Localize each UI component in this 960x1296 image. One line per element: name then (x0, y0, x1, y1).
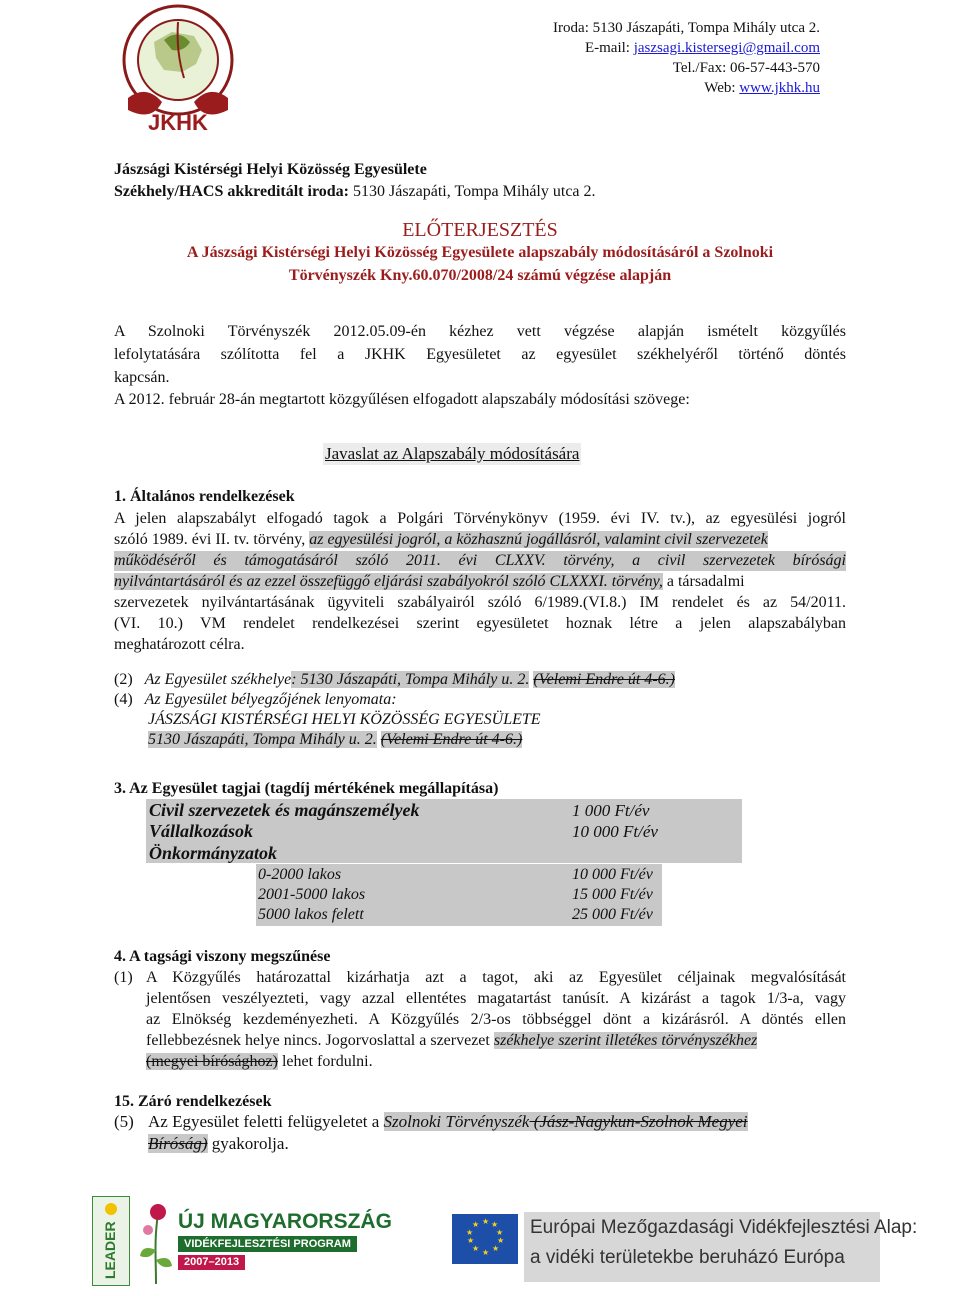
svg-text:★: ★ (467, 1236, 475, 1245)
section-4-line-4: fellebbezésnek helye nincs. Jogorvoslattal a szervezet székhelye szerint illetékes törvényszékhez (146, 1032, 758, 1049)
office-address: Iroda: 5130 Jászapáti, Tompa Mihály utca 2. (553, 20, 820, 36)
fee-subrow-label: 5000 lakos felett (258, 906, 364, 923)
svg-text:★: ★ (472, 1220, 480, 1229)
section-1-line-4: nyilvántartásáról és az ezzel összefüggő eljárási szabályokról szóló CLXXXI. törvény, a társadalmi (114, 573, 745, 590)
program-flower-icon (136, 1200, 176, 1284)
paragraph-2-seat: (2) Az Egyesület székhelye: 5130 Jászapáti, Tompa Mihály u. 2. (Velemi Endre út 4-6.) (114, 671, 675, 688)
eu-fund-banner (524, 1212, 918, 1282)
fee-subrow-label: 2001-5000 lakos (258, 886, 366, 903)
leader-text: LEADER (102, 1221, 118, 1279)
fee-subrow-value: 10 000 Ft/év (572, 866, 653, 883)
program-subtitle: VIDÉKFEJLESZTÉSI PROGRAM (178, 1236, 357, 1252)
email-link[interactable]: jaszsagi.kistersegi@gmail.com (633, 40, 820, 56)
section-15-paragraph-number: (5) (114, 1112, 134, 1131)
organization-name: Jászsági Kistérségi Helyi Közösség Egyesülete (114, 161, 427, 178)
web-line: Web: www.jkhk.hu (704, 80, 820, 96)
stamp-org-name: JÁSZSÁGI KISTÉRSÉGI HELYI KÖZÖSSÉG EGYESÜLETE (148, 711, 541, 728)
fee-row-label: Vállalkozások (149, 821, 254, 841)
svg-text:★: ★ (482, 1217, 490, 1226)
proposal-heading: Javaslat az Alapszabály módosítására (325, 444, 580, 463)
organization-logo (98, 2, 258, 138)
section-15-line-1: Az Egyesület feletti felügyeletet a Szolnoki Törvényszék (Jász-Nagykun-Szolnok Megyei (148, 1112, 748, 1131)
logo-text: JKHK (148, 110, 208, 135)
section-1-line-6: (VI. 10.) VM rendelet rendelkezései szerint egyesületet hoznak létre a jelen alapszabályban (114, 615, 846, 632)
fee-subrow-value: 15 000 Ft/év (572, 886, 653, 903)
intro-line-4: A 2012. február 28-án megtartott közgyűlésen elfogadott alapszabály módosítási szövege: (114, 391, 690, 408)
paragraph-4-stamp: (4) Az Egyesület bélyegzőjének lenyomata: (114, 691, 397, 708)
intro-line-2: lefolytatására szólította fel a JKHK Egyesületet az egyesület székhelyéről történő döntés (114, 346, 846, 363)
svg-text:★: ★ (466, 1228, 474, 1237)
section-4-line-1: A Közgyűlés határozattal kizárhatja azt a tagot, aki az Egyesület céljainak megvalósítását (146, 969, 846, 986)
program-years: 2007–2013 (178, 1255, 245, 1270)
section-3-heading: 3. Az Egyesület tagjai (tagdíj mértékének megállapítása) (114, 780, 499, 797)
svg-text:★: ★ (482, 1248, 490, 1257)
eu-fund-name: Európai Mezőgazdasági Vidékfejlesztési Alap: (530, 1217, 918, 1238)
phone-line: Tel./Fax: 06-57-443-570 (672, 60, 820, 76)
svg-text:★: ★ (492, 1244, 500, 1253)
section-15-heading: 15. Záró rendelkezések (114, 1093, 272, 1110)
leader-logo (92, 1196, 130, 1286)
fee-row-value: 10 000 Ft/év (572, 822, 658, 841)
section-1-line-5: szervezetek nyilvántartásának ügyviteli szabályairól szóló 6/1989.(VI.8.) IM rendelet és az 54/2011. (114, 594, 846, 611)
svg-text:★: ★ (491, 1220, 499, 1229)
program-block (178, 1210, 416, 1280)
svg-text:★: ★ (472, 1244, 480, 1253)
contact-block (480, 18, 820, 98)
svg-text:★: ★ (497, 1236, 505, 1245)
section-1-heading: 1. Általános rendelkezések (114, 488, 295, 505)
section-15-line-2: Bíróság) gyakorolja. (148, 1134, 289, 1153)
section-1-line-7: meghatározott célra. (114, 636, 245, 653)
section-1-line-3: működéséről és támogatásáról szóló 2011. évi CLXXV. törvény, a civil szervezetek bírósági (114, 552, 846, 569)
fee-subrow-value: 25 000 Ft/év (572, 906, 653, 923)
document-title: ELŐTERJESZTÉS (402, 219, 558, 241)
section-1-line-2: szóló 1989. évi II. tv. törvény, az egyesülési jogról, a közhasznú jogállásról, valamint civil szervezetek (114, 531, 768, 548)
section-1-line-1: A jelen alapszabályt elfogadó tagok a Polgári Törvénykönyv (1959. évi IV. tv.), az egyesülési jogról (114, 510, 846, 527)
svg-text:★: ★ (496, 1228, 504, 1237)
eu-flag-icon (452, 1214, 518, 1264)
title-line-1: A Jászsági Kistérségi Helyi Közösség Egyesülete alapszabály módosításáról a Szolnoki (186, 244, 774, 261)
eu-fund-slogan: a vidéki területekbe beruházó Európa (530, 1247, 845, 1268)
fee-subrow-label: 0-2000 lakos (258, 866, 342, 883)
title-line-2: Törvényszék Kny.60.070/2008/24 számú végzése alapján (288, 267, 672, 284)
section-4-line-3: az Elnökség kezdeményezheti. A Közgyűlés 2/3-os többséggel dönt a kizárásról. A döntés ellen (146, 1011, 846, 1028)
fee-row-label: Civil szervezetek és magánszemélyek (149, 800, 420, 820)
intro-line-3: kapcsán. (114, 369, 170, 386)
section-4-paragraph-number: (1) (114, 969, 133, 986)
intro-line-1: A Szolnoki Törvényszék 2012.05.09-én kézhez vett végzése alapján ismételt közgyűlés (114, 323, 846, 340)
web-link[interactable]: www.jkhk.hu (739, 80, 820, 96)
section-4-heading: 4. A tagsági viszony megszűnése (114, 948, 331, 965)
organization-seat: Székhely/HACS akkreditált iroda: 5130 Jászapáti, Tompa Mihály utca 2. (114, 183, 596, 200)
section-4-line-5: (megyei bírósághoz) lehet fordulni. (146, 1053, 373, 1070)
section-4-line-2: jelentősen veszélyezteti, vagy azzal ellentétes magatartást tanúsít. A kizárást a tagok 1/3-a, vagy (146, 990, 846, 1007)
program-title: ÚJ MAGYARORSZÁG (178, 1210, 392, 1233)
fee-row-label: Önkormányzatok (149, 843, 278, 863)
fee-row-value: 1 000 Ft/év (572, 801, 650, 820)
email-line: E-mail: jaszsagi.kistersegi@gmail.com (584, 40, 820, 56)
stamp-address: 5130 Jászapáti, Tompa Mihály u. 2. (Velemi Endre út 4-6.) (148, 731, 523, 748)
